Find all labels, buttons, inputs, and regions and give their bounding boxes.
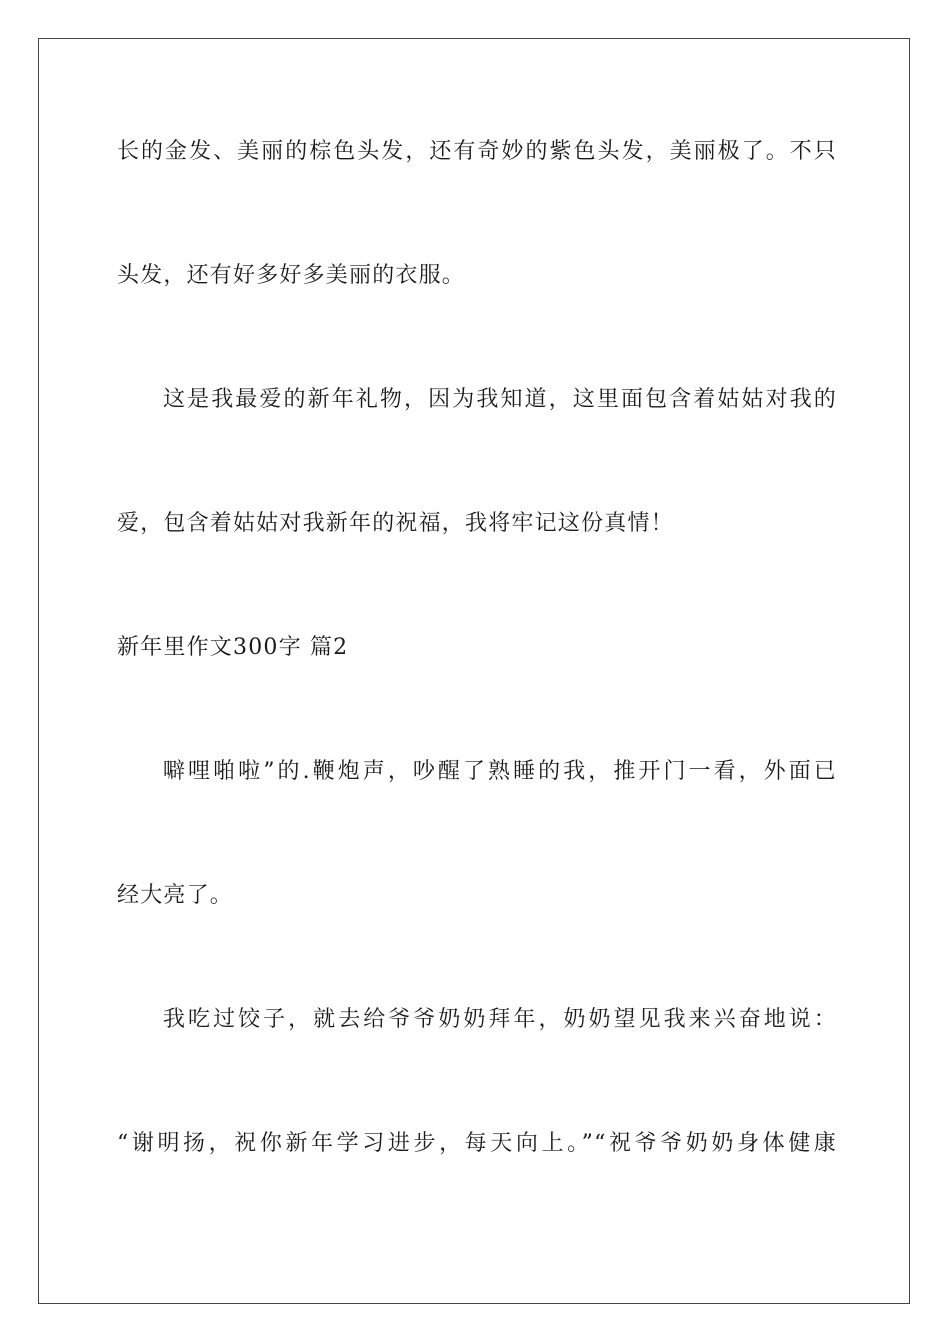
- paragraph-line-8: “谢明扬，祝你新年学习进步，每天向上。”“祝爷爷奶奶身体健康: [117, 1131, 837, 1156]
- page-border: [38, 38, 910, 1304]
- paragraph-line-3: 这是我最爱的新年礼物，因为我知道，这里面包含着姑姑对我的: [163, 387, 837, 412]
- paragraph-line-2: 头发，还有好多好多美丽的衣服。: [117, 263, 466, 288]
- paragraph-line-7: 我吃过饺子，就去给爷爷奶奶拜年，奶奶望见我来兴奋地说：: [163, 1007, 837, 1032]
- paragraph-line-1: 长的金发、美丽的棕色头发，还有奇妙的紫色头发，美丽极了。不只: [117, 139, 837, 164]
- paragraph-line-4: 爱，包含着姑姑对我新年的祝福，我将牢记这份真情！: [117, 511, 674, 536]
- paragraph-line-6: 经大亮了。: [117, 883, 234, 908]
- section-heading: 新年里作文300字 篇2: [117, 635, 349, 660]
- paragraph-line-5: 噼哩啪啦”的.鞭炮声，吵醒了熟睡的我，推开门一看，外面已: [163, 759, 837, 784]
